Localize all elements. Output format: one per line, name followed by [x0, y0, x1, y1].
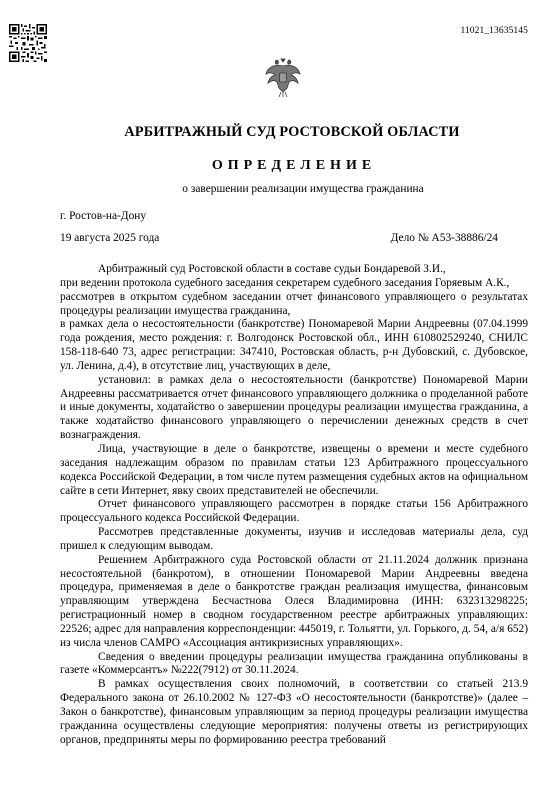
court-name: АРБИТРАЖНЫЙ СУД РОСТОВСКОЙ ОБЛАСТИ	[124, 124, 460, 140]
paragraph: Рассмотрев представленные документы, изучив и исследовав материалы дела, суд пришел к следующим выводам.	[60, 526, 528, 552]
paragraph: В рамках осуществления своих полномочий, в соответствии со статьей 213.9 Федерального закона от 26.10.2002 № 127-ФЗ «О несостоятельности (банкротстве)» (далее – Закон о банкротстве), финансовым управляющим за период процедуры реализации имущества гражданина осуществлены следующие мероприятия: получены ответы из регистрирующих органов, предприняты меры по формированию реестра требований	[60, 678, 528, 746]
paragraph: Лица, участвующие в деле о банкротстве, извещены о времени и месте судебного заседания надлежащим образом по правилам статьи 123 Арбитражного процессуального кодекса Российской Федерации, в том числе путем размещения судебных актов на официальном сайте в сети Интернет, явку своих представителей не обеспечили.	[60, 442, 528, 497]
paragraph: Сведения о введении процедуры реализации имущества гражданина опубликованы в газете «Коммерсантъ» №222(7912) от 30.11.2024.	[60, 650, 528, 677]
paragraph: в рамках дела о несостоятельности (банкротстве) Пономаревой Марии Андреевны (07.04.1999 года рождения, место рождения: г. Волгодонск Ростовской обл., ИНН 610802529240, СНИЛС 158-118-640 73, адрес регистрации: 347410, Ростовская область, р-н Дубовский, с. Дубовское, ул. Ленина, д.4), в отсутствие лиц, участвующих в деле,	[60, 318, 528, 372]
city-line: г. Ростов-на-Дону	[60, 210, 147, 222]
paragraph: установил: в рамках дела о несостоятельности (банкротстве) Пономаревой Марии Андреевны рассматривается отчет финансового управляющего должника о проделанной работе и иные документы, ходатайство о завершении процедуры реализации имущества гражданина, а также ходатайство финансового управляющего о перечислении денежных средств в счет вознаграждения.	[60, 373, 528, 442]
document-subtitle: о завершении реализации имущества гражданина	[182, 183, 424, 195]
case-number: Дело № А53-38886/24	[390, 232, 498, 244]
paragraph: Арбитражный суд Ростовской области в составе судьи Бондаревой З.И.,	[98, 263, 446, 275]
paragraph: при ведении протокола судебного заседания секретарем судебного заседания Горяевым А.К.,	[60, 276, 510, 289]
document-id: 11021_13635145	[460, 26, 528, 36]
date-line: 19 августа 2025 года	[60, 232, 160, 244]
coat-of-arms-emblem	[264, 58, 302, 98]
paragraph: Решением Арбитражного суда Ростовской области от 21.11.2024 должник признана несостоятельной (банкротом), в отношении Пономаревой Марии Андреевны введена процедура, применяемая в деле о банкротстве граждан реализация имущества, финансовым управляющим утверждена Бесчастнова Олеся Владимировна (ИНН: 632313298225; регистрационный номер в сводном государственном реестре арбитражных управляющих: 22526; адрес для направления корреспонденции: 445019, г. Тольятти, ул. Горького, д. 54, а/я 652) из числа членов САМРО «Ассоциация антикризисных управляющих».	[60, 553, 528, 649]
qr-code	[9, 24, 47, 62]
document-body	[60, 263, 528, 748]
document-type-title: ОПРЕДЕЛЕНИЕ	[211, 158, 377, 173]
paragraph: Отчет финансового управляющего рассмотрен в порядке статьи 156 Арбитражного процессуального кодекса Российской Федерации.	[60, 498, 528, 525]
paragraph: рассмотрев в открытом судебном заседании отчет финансового управляющего о результатах процедуры реализации имущества гражданина,	[60, 290, 528, 317]
